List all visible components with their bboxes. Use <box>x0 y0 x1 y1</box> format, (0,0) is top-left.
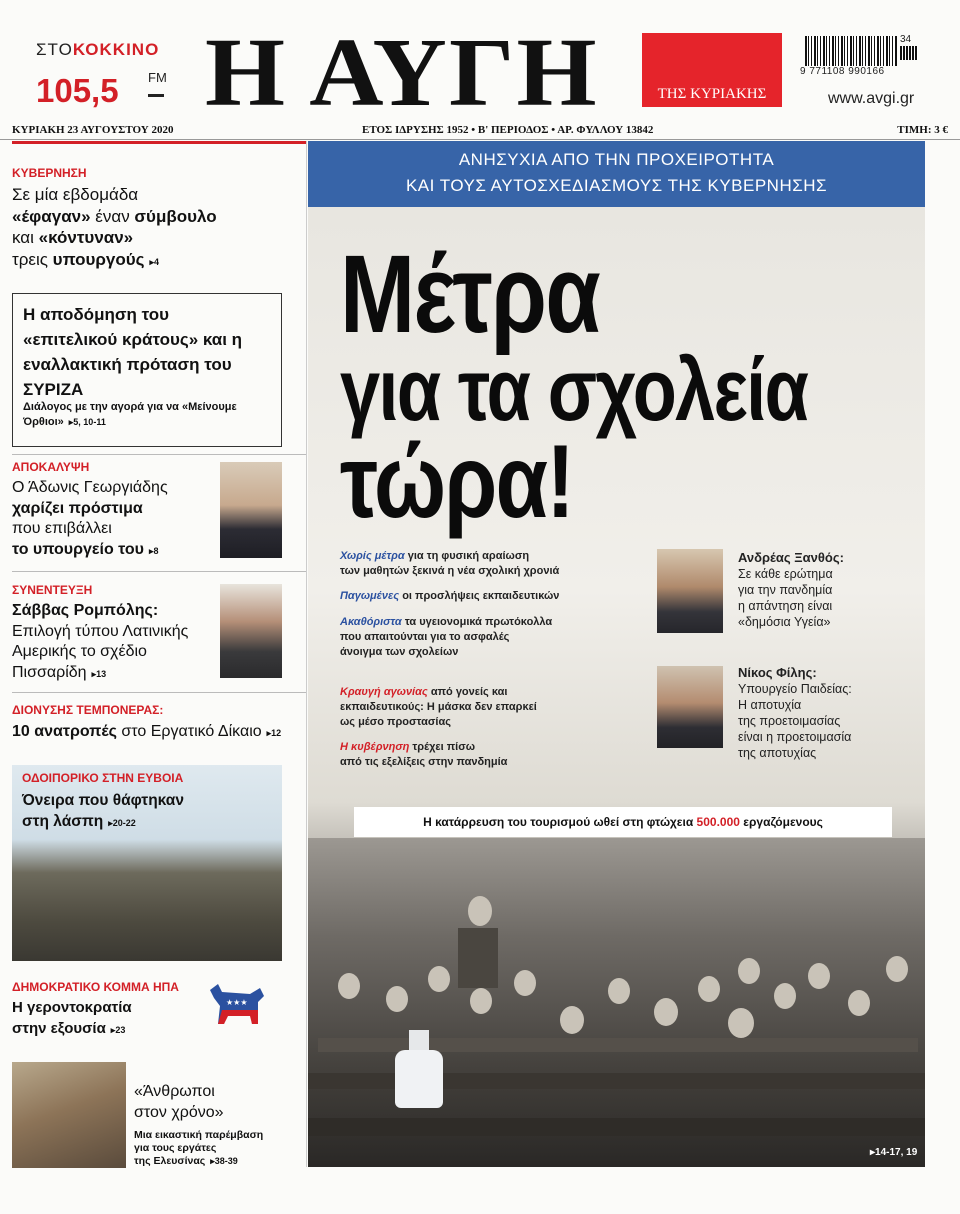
syriza-proposal-box[interactable] <box>12 293 282 447</box>
edition-subtitle: ΤΗΣ ΚΥΡΙΑΚΗΣ <box>657 86 767 102</box>
barcode-number: 9 771108 990166 <box>800 66 885 77</box>
kicker-temponeras: ΔΙΟΝΥΣΗΣ ΤΕΜΠΟΝΕΡΑΣ: <box>12 703 164 717</box>
story-line: Αμερικής το σχέδιο <box>12 643 147 660</box>
banner-line: ΑΝΗΣΥΧΙΑ ΑΠΟ ΤΗΝ ΠΡΟΧΕΙΡΟΤΗΤΑ <box>458 150 775 169</box>
elefsina-art-photo <box>12 1062 126 1168</box>
bullet-frozen-hiring: Παγωμένες οι προσλήψεις εκπαιδευτικών <box>340 590 560 602</box>
left-column-red-rule <box>12 141 306 144</box>
divider <box>12 454 306 455</box>
kicker-evia: ΟΔΟΙΠΟΡΙΚΟ ΣΤΗΝ ΕΥΒΟΙΑ <box>22 771 184 785</box>
barcode-icon <box>805 36 897 66</box>
newspaper-logo: Η ΑΥΓΗ <box>205 19 599 127</box>
story-line: Ο Άδωνις Γεωργιάδης <box>12 479 168 496</box>
story-elefsina[interactable] <box>134 1081 263 1168</box>
svg-text:★★★: ★★★ <box>226 998 248 1007</box>
story-line: τρεις υπουργούς ▸4 <box>12 249 160 269</box>
photo-page-ref: ▸14-17, 19 <box>870 1147 918 1158</box>
founding-info: ΕΤΟΣ ΙΔΡΥΣΗΣ 1952 • Β' ΠΕΡΙΟΔΟΣ • ΑΡ. ΦΥΛΛΟΥ 13842 <box>362 124 654 136</box>
syriza-proposal-subtitle: Διάλογος με την αγορά για να «Μείνουμε Όρθιοι» ▸5, 10-11 <box>23 401 237 428</box>
story-line: στη λάσπη ▸20-22 <box>22 813 136 830</box>
kicker-revelation: ΑΠΟΚΑΛΥΨΗ <box>12 460 90 474</box>
divider <box>12 692 306 693</box>
issue-date: ΚΥΡΙΑΚΗ 23 ΑΥΓΟΥΣΤΟΥ 2020 <box>12 124 174 136</box>
bullet-protocols: Ακαθόριστα τα υγειονομικά πρωτόκολλα που απαιτούνται για το ασφαλές άνοιγμα των σχολείων <box>340 616 553 658</box>
story-robolis[interactable] <box>12 601 188 684</box>
syriza-proposal-title: Η αποδόμηση του «επιτελικού κράτους» και η εναλλακτική πρόταση του ΣΥΡΙΖΑ <box>23 305 243 399</box>
story-line: «Άνθρωποι <box>134 1083 215 1100</box>
georgiadis-photo <box>220 462 282 558</box>
issue-barcode-icon <box>900 46 918 60</box>
banner-line: ΚΑΙ ΤΟΥΣ ΑΥΤΟΣΧΕΔΙΑΣΜΟΥΣ ΤΗΣ ΚΥΒΕΡΝΗΣΗΣ <box>405 176 828 195</box>
divider <box>12 571 306 572</box>
story-evia <box>22 790 184 834</box>
story-government-advisor[interactable] <box>12 184 217 273</box>
story-line: Σάββας Ρομπόλης: <box>12 602 159 619</box>
sunday-edition-box <box>642 33 782 107</box>
radio-dash <box>148 94 164 97</box>
kicker-interview: ΣΥΝΕΝΤΕΥΞΗ <box>12 583 93 597</box>
masthead-divider <box>0 139 960 140</box>
story-line: που επιβάλλει <box>12 520 112 537</box>
story-sub: Μια εικαστική παρέμβαση για τους εργάτες της Ελευσίνας ▸38-39 <box>134 1129 264 1167</box>
issue-code: 34 <box>900 34 912 45</box>
robolis-photo <box>220 584 282 678</box>
column-divider <box>306 141 307 1167</box>
headline-banner <box>308 141 925 207</box>
story-line: «έφαγαν» έναν σύμβουλο <box>12 206 217 226</box>
story-line: το υπουργείο του ▸8 <box>12 540 159 558</box>
hand-sanitizer-bottle-icon <box>395 1050 443 1108</box>
story-gerontocracy[interactable] <box>12 997 132 1041</box>
story-line: στον χρόνο» <box>134 1104 224 1121</box>
bullet-government-behind: Η κυβέρνηση τρέχει πίσω από τις εξελίξεις στην πανδημία <box>340 741 508 768</box>
story-line: Η γεροντοκρατία <box>12 999 132 1016</box>
radio-ad-name: ΣΤΟΚΟΚΚΙΝΟ <box>36 40 160 59</box>
radio-frequency: 105,5 <box>36 72 119 109</box>
main-headline-line3: τώρα! <box>340 424 574 540</box>
story-line: Επιλογή τύπου Λατινικής <box>12 622 189 640</box>
radio-band: FM <box>148 70 167 85</box>
story-line: στην εξουσία ▸23 <box>12 1020 126 1037</box>
story-line: χαρίζει πρόστιμα <box>12 499 143 517</box>
classroom-archive-photo <box>308 838 925 1167</box>
xanthos-photo <box>657 549 723 633</box>
kicker-democrats: ΔΗΜΟΚΡΑΤΙΚΟ ΚΟΜΜΑ ΗΠΑ <box>12 980 179 994</box>
sanitizer-pump <box>409 1030 429 1052</box>
story-labour-law[interactable] <box>12 721 281 745</box>
quote-filis: Νίκος Φίλης: Υπουργείο Παιδείας: Η αποτυχία της προετοιμασίας είναι η προετοιμασία της αποτυχίας <box>738 665 852 760</box>
filis-photo <box>657 666 723 748</box>
bullet-parents-cry: Κραυγή αγωνίας από γονείς και εκπαιδευτικούς: Η μάσκα δεν επαρκεί ως μέσο προστασίας <box>340 686 537 728</box>
bullet-no-measures: Χωρίς μέτρα για τη φυσική αραίωση των μαθητών ξεκινά η νέα σχολική χρονιά <box>340 550 560 577</box>
issue-price: ΤΙΜΗ: 3 € <box>897 124 948 136</box>
quote-xanthos: Ανδρέας Ξανθός: Σε κάθε ερώτημα για την πανδημία η απάντηση είναι «δημόσια Υγεία» <box>738 550 844 629</box>
main-headline-line2: για τα σχολεία <box>340 340 808 439</box>
kicker-government: ΚΥΒΕΡΝΗΣΗ <box>12 166 87 180</box>
democrat-donkey-icon <box>204 980 270 1036</box>
story-line: Πισσαρίδη ▸13 <box>12 663 107 681</box>
story-line: Όνειρα που θάφτηκαν <box>22 792 184 809</box>
story-line: Σε μία εβδομάδα <box>12 185 139 204</box>
website-url[interactable]: www.avgi.gr <box>828 90 915 107</box>
story-line: 10 ανατροπές στο Εργατικό Δίκαιο ▸12 <box>12 723 282 740</box>
story-line: και «κόντυναν» <box>12 228 134 247</box>
tourism-strip[interactable]: Η κατάρρευση του τουρισμού ωθεί στη φτώχεια 500.000 εργαζόμενους <box>354 807 892 837</box>
main-headline-line1: Μέτρα <box>340 233 600 356</box>
story-georgiadis[interactable] <box>12 478 168 561</box>
